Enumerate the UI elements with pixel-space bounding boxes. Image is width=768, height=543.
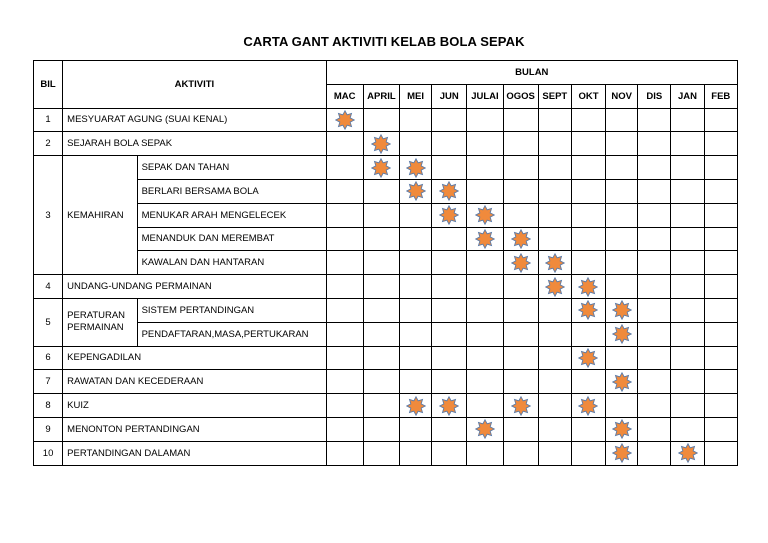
star-burst-icon	[545, 277, 565, 297]
row-number: 3	[34, 156, 63, 275]
month-cell	[503, 251, 538, 275]
gantt-table	[33, 60, 738, 466]
month-cell	[704, 275, 737, 299]
month-cell	[363, 203, 399, 227]
month-cell	[571, 394, 605, 418]
month-cell	[704, 156, 737, 180]
month-cell	[363, 370, 399, 394]
month-cell	[571, 298, 605, 322]
month-cell	[503, 275, 538, 299]
month-cell	[538, 203, 571, 227]
month-cell	[638, 179, 671, 203]
star-burst-icon	[678, 443, 698, 463]
table-row	[34, 203, 738, 227]
month-cell	[606, 370, 638, 394]
row-number: 8	[34, 394, 63, 418]
month-cell	[326, 227, 363, 251]
star-burst-icon	[475, 205, 495, 225]
month-cell	[326, 417, 363, 441]
month-cell	[467, 132, 503, 156]
activity-name: KEPENGADILAN	[63, 346, 326, 370]
month-cell	[571, 203, 605, 227]
star-burst-icon	[612, 372, 632, 392]
month-cell	[399, 203, 431, 227]
month-cell	[538, 298, 571, 322]
month-cell	[671, 179, 704, 203]
month-cell	[671, 417, 704, 441]
month-cell	[638, 298, 671, 322]
month-cell	[571, 179, 605, 203]
month-header: JULAI	[467, 84, 503, 108]
month-cell	[399, 322, 431, 346]
month-cell	[704, 322, 737, 346]
month-cell	[326, 203, 363, 227]
month-cell	[606, 108, 638, 132]
month-header: SEPT	[538, 84, 571, 108]
month-cell	[503, 441, 538, 465]
month-header: JUN	[432, 84, 467, 108]
month-cell	[432, 227, 467, 251]
month-cell	[467, 203, 503, 227]
month-cell	[432, 346, 467, 370]
star-burst-icon	[439, 396, 459, 416]
table-row	[34, 108, 738, 132]
month-cell	[638, 251, 671, 275]
month-cell	[638, 156, 671, 180]
month-cell	[363, 108, 399, 132]
row-number: 5	[34, 298, 63, 346]
star-burst-icon	[475, 419, 495, 439]
month-cell	[538, 132, 571, 156]
month-cell	[538, 156, 571, 180]
row-number: 2	[34, 132, 63, 156]
month-cell	[363, 251, 399, 275]
star-burst-icon	[335, 110, 355, 130]
month-cell	[467, 370, 503, 394]
month-cell	[538, 417, 571, 441]
month-cell	[326, 179, 363, 203]
month-cell	[606, 227, 638, 251]
month-cell	[399, 370, 431, 394]
row-number: 7	[34, 370, 63, 394]
month-cell	[671, 251, 704, 275]
month-cell	[571, 346, 605, 370]
month-cell	[704, 346, 737, 370]
activity-name: PERTANDINGAN DALAMAN	[63, 441, 326, 465]
month-cell	[538, 322, 571, 346]
month-cell	[467, 108, 503, 132]
month-cell	[671, 132, 704, 156]
month-cell	[538, 108, 571, 132]
month-cell	[671, 298, 704, 322]
month-cell	[571, 417, 605, 441]
month-cell	[399, 108, 431, 132]
month-cell	[399, 227, 431, 251]
star-burst-icon	[612, 419, 632, 439]
month-cell	[399, 132, 431, 156]
star-burst-icon	[612, 300, 632, 320]
month-cell	[538, 370, 571, 394]
month-cell	[704, 203, 737, 227]
activity-name: SEJARAH BOLA SEPAK	[63, 132, 326, 156]
month-cell	[538, 227, 571, 251]
month-cell	[503, 203, 538, 227]
month-cell	[638, 417, 671, 441]
month-cell	[326, 156, 363, 180]
table-row	[34, 227, 738, 251]
month-cell	[399, 275, 431, 299]
activity-name: RAWATAN DAN KECEDERAAN	[63, 370, 326, 394]
month-cell	[363, 346, 399, 370]
month-cell	[571, 156, 605, 180]
month-cell	[571, 227, 605, 251]
table-row	[34, 394, 738, 418]
star-burst-icon	[612, 324, 632, 344]
month-cell	[704, 108, 737, 132]
month-cell	[326, 132, 363, 156]
star-burst-icon	[511, 396, 531, 416]
page-title: CARTA GANT AKTIVITI KELAB BOLA SEPAK	[243, 34, 525, 49]
star-burst-icon	[578, 396, 598, 416]
month-cell	[399, 346, 431, 370]
month-cell	[704, 417, 737, 441]
month-cell	[606, 132, 638, 156]
month-cell	[326, 370, 363, 394]
table-row	[34, 298, 738, 322]
month-cell	[704, 227, 737, 251]
activity-name: PENDAFTARAN,MASA,PERTUKARAN	[137, 322, 326, 346]
month-cell	[671, 156, 704, 180]
month-cell	[571, 370, 605, 394]
month-cell	[606, 298, 638, 322]
header-bil: BIL	[34, 61, 63, 109]
month-cell	[538, 179, 571, 203]
month-cell	[399, 179, 431, 203]
month-cell	[363, 322, 399, 346]
month-cell	[638, 275, 671, 299]
month-cell	[571, 322, 605, 346]
month-cell	[638, 441, 671, 465]
month-cell	[606, 417, 638, 441]
month-cell	[671, 203, 704, 227]
month-cell	[432, 322, 467, 346]
table-row	[34, 370, 738, 394]
month-cell	[363, 227, 399, 251]
month-cell	[399, 156, 431, 180]
month-cell	[671, 346, 704, 370]
month-cell	[467, 156, 503, 180]
month-cell	[432, 441, 467, 465]
table-row	[34, 179, 738, 203]
month-cell	[638, 346, 671, 370]
star-burst-icon	[578, 277, 598, 297]
month-cell	[363, 394, 399, 418]
star-burst-icon	[406, 396, 426, 416]
star-burst-icon	[475, 229, 495, 249]
month-header: DIS	[638, 84, 671, 108]
month-cell	[432, 156, 467, 180]
month-cell	[503, 227, 538, 251]
month-cell	[467, 346, 503, 370]
month-cell	[363, 441, 399, 465]
month-cell	[326, 441, 363, 465]
month-cell	[432, 179, 467, 203]
month-cell	[538, 275, 571, 299]
month-cell	[571, 275, 605, 299]
month-cell	[671, 370, 704, 394]
month-cell	[538, 251, 571, 275]
month-cell	[606, 203, 638, 227]
activity-group: PERATURAN PERMAINAN	[63, 298, 137, 346]
month-cell	[326, 108, 363, 132]
month-cell	[363, 179, 399, 203]
row-number: 6	[34, 346, 63, 370]
header-bulan: BULAN	[326, 61, 737, 85]
month-cell	[399, 394, 431, 418]
month-cell	[503, 179, 538, 203]
month-cell	[399, 441, 431, 465]
month-header: FEB	[704, 84, 737, 108]
month-cell	[467, 251, 503, 275]
month-header: JAN	[671, 84, 704, 108]
activity-name: BERLARI BERSAMA BOLA	[137, 179, 326, 203]
month-cell	[467, 441, 503, 465]
month-cell	[606, 346, 638, 370]
month-cell	[432, 251, 467, 275]
month-cell	[638, 322, 671, 346]
month-cell	[671, 227, 704, 251]
month-cell	[326, 251, 363, 275]
month-cell	[538, 346, 571, 370]
activity-name: KUIZ	[63, 394, 326, 418]
activity-name: UNDANG-UNDANG PERMAINAN	[63, 275, 326, 299]
month-cell	[606, 322, 638, 346]
month-cell	[399, 298, 431, 322]
month-cell	[606, 275, 638, 299]
month-cell	[326, 346, 363, 370]
month-cell	[432, 108, 467, 132]
month-cell	[326, 298, 363, 322]
month-cell	[467, 298, 503, 322]
month-cell	[503, 322, 538, 346]
star-burst-icon	[511, 253, 531, 273]
month-cell	[363, 275, 399, 299]
row-number: 9	[34, 417, 63, 441]
month-cell	[638, 227, 671, 251]
star-burst-icon	[406, 158, 426, 178]
table-row	[34, 441, 738, 465]
activity-name: SISTEM PERTANDINGAN	[137, 298, 326, 322]
month-cell	[503, 156, 538, 180]
month-cell	[606, 179, 638, 203]
month-cell	[432, 298, 467, 322]
month-cell	[503, 346, 538, 370]
row-number: 1	[34, 108, 63, 132]
month-cell	[571, 108, 605, 132]
month-cell	[467, 275, 503, 299]
month-cell	[467, 417, 503, 441]
activity-name: MENONTON PERTANDINGAN	[63, 417, 326, 441]
table-row	[34, 275, 738, 299]
table-row	[34, 417, 738, 441]
month-cell	[503, 394, 538, 418]
month-cell	[399, 251, 431, 275]
month-cell	[606, 156, 638, 180]
month-cell	[467, 179, 503, 203]
activity-name: KAWALAN DAN HANTARAN	[137, 251, 326, 275]
month-cell	[432, 394, 467, 418]
table-row	[34, 132, 738, 156]
month-cell	[503, 417, 538, 441]
month-cell	[704, 370, 737, 394]
star-burst-icon	[511, 229, 531, 249]
month-header: OGOS	[503, 84, 538, 108]
month-cell	[704, 298, 737, 322]
header-aktiviti: AKTIVITI	[63, 61, 326, 109]
month-cell	[503, 370, 538, 394]
star-burst-icon	[578, 300, 598, 320]
month-cell	[432, 417, 467, 441]
month-cell	[704, 441, 737, 465]
month-header: MEI	[399, 84, 431, 108]
month-cell	[704, 251, 737, 275]
month-cell	[326, 322, 363, 346]
month-cell	[503, 108, 538, 132]
month-header: NOV	[606, 84, 638, 108]
month-cell	[671, 394, 704, 418]
month-cell	[606, 394, 638, 418]
table-row	[34, 156, 738, 180]
month-header: APRIL	[363, 84, 399, 108]
star-burst-icon	[439, 181, 459, 201]
star-burst-icon	[612, 443, 632, 463]
month-cell	[363, 417, 399, 441]
activity-name: MESYUARAT AGUNG (SUAI KENAL)	[63, 108, 326, 132]
month-cell	[638, 132, 671, 156]
activity-name: MENUKAR ARAH MENGELECEK	[137, 203, 326, 227]
month-cell	[363, 298, 399, 322]
month-header: MAC	[326, 84, 363, 108]
month-cell	[571, 441, 605, 465]
month-cell	[503, 132, 538, 156]
table-row	[34, 251, 738, 275]
activity-name: MENANDUK DAN MEREMBAT	[137, 227, 326, 251]
month-cell	[467, 227, 503, 251]
month-cell	[363, 132, 399, 156]
star-burst-icon	[439, 205, 459, 225]
month-cell	[606, 441, 638, 465]
month-cell	[326, 275, 363, 299]
month-cell	[704, 132, 737, 156]
row-number: 4	[34, 275, 63, 299]
month-cell	[671, 322, 704, 346]
month-cell	[326, 394, 363, 418]
month-cell	[638, 394, 671, 418]
month-cell	[638, 203, 671, 227]
month-cell	[432, 132, 467, 156]
month-cell	[503, 298, 538, 322]
month-cell	[571, 251, 605, 275]
month-cell	[671, 275, 704, 299]
month-cell	[538, 394, 571, 418]
month-cell	[704, 394, 737, 418]
month-cell	[538, 441, 571, 465]
activity-name: SEPAK DAN TAHAN	[137, 156, 326, 180]
star-burst-icon	[371, 158, 391, 178]
star-burst-icon	[406, 181, 426, 201]
table-row	[34, 322, 738, 346]
month-cell	[363, 156, 399, 180]
activity-group: KEMAHIRAN	[63, 156, 137, 275]
month-cell	[571, 132, 605, 156]
row-number: 10	[34, 441, 63, 465]
month-cell	[467, 394, 503, 418]
month-cell	[432, 275, 467, 299]
star-burst-icon	[578, 348, 598, 368]
month-cell	[671, 108, 704, 132]
star-burst-icon	[371, 134, 391, 154]
month-cell	[606, 251, 638, 275]
month-cell	[671, 441, 704, 465]
month-cell	[432, 203, 467, 227]
table-row	[34, 346, 738, 370]
month-cell	[638, 108, 671, 132]
month-cell	[399, 417, 431, 441]
month-cell	[704, 179, 737, 203]
month-cell	[467, 322, 503, 346]
star-burst-icon	[545, 253, 565, 273]
month-header: OKT	[571, 84, 605, 108]
month-cell	[638, 370, 671, 394]
month-cell	[432, 370, 467, 394]
